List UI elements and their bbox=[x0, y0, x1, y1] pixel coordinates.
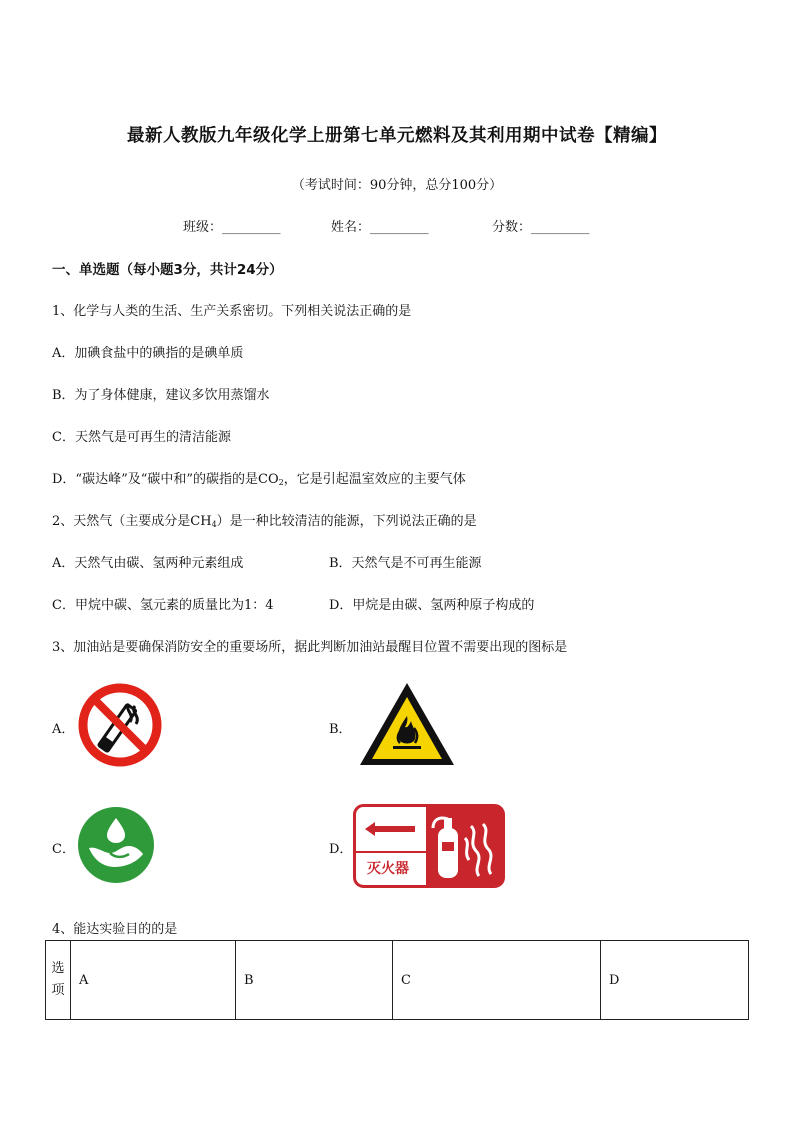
score-field: 分数：_________ bbox=[492, 220, 590, 235]
q3-option-c: C． bbox=[52, 842, 75, 857]
table-cell-d: D bbox=[601, 941, 749, 1020]
question-3: 3、加油站是要确保消防安全的重要场所，据此判断加油站最醒目位置不需要出现的图标是 bbox=[52, 640, 568, 655]
question-2: 2、天然气（主要成分是$CH_4$）是一种比较清洁的能源，下列说法正确的是 bbox=[52, 514, 477, 529]
extinguisher-label: 灭火器 bbox=[367, 861, 409, 877]
q1-option-c: C．天然气是可再生的清洁能源 bbox=[52, 430, 231, 445]
exam-info: （考试时间：90分钟，总分100分） bbox=[291, 178, 503, 193]
table-cell-a: A bbox=[71, 941, 236, 1020]
q2-option-d: D．甲烷是由碳、氢两种原子构成的 bbox=[329, 598, 535, 613]
table-cell-b: B bbox=[236, 941, 393, 1020]
table-cell-c: C bbox=[393, 941, 601, 1020]
no-smoking-icon bbox=[77, 682, 163, 772]
q2-option-b: B．天然气是不可再生能源 bbox=[329, 556, 482, 571]
water-saving-icon bbox=[77, 806, 155, 888]
fire-extinguisher-sign bbox=[353, 804, 505, 888]
page-title: 最新人教版九年级化学上册第七单元燃料及其利用期中试卷【精编】 bbox=[127, 126, 667, 146]
q3-option-a: A． bbox=[52, 722, 75, 737]
q2-option-a: A．天然气由碳、氢两种元素组成 bbox=[52, 556, 244, 571]
table-header-cell bbox=[46, 941, 71, 1020]
q1-option-a: A．加碘食盐中的碘指的是碘单质 bbox=[52, 346, 244, 361]
question-1: 1、化学与人类的生活、生产关系密切。下列相关说法正确的是 bbox=[52, 304, 412, 319]
question-4: 4、能达实验目的的是 bbox=[52, 922, 178, 937]
q1-option-d: D．“碳达峰”及“碳中和”的碳指的是$CO_2$，它是引起温室效应的主要气体 bbox=[52, 472, 466, 487]
q2-option-c: C．甲烷中碳、氢元素的质量比为1：4 bbox=[52, 598, 274, 613]
q3-option-d: D． bbox=[329, 842, 353, 857]
section-heading: 一、单选题（每小题3分，共计24分） bbox=[52, 262, 283, 278]
table-head-text: 选 项 bbox=[51, 961, 65, 998]
name-field: 姓名：_________ bbox=[331, 220, 429, 235]
flammable-warning-icon bbox=[357, 680, 457, 772]
q1-option-b: B．为了身体健康，建议多饮用蒸馏水 bbox=[52, 388, 270, 403]
q4-options-table bbox=[45, 940, 749, 1020]
q3-option-b: B． bbox=[329, 722, 352, 737]
class-field: 班级：_________ bbox=[183, 220, 281, 235]
